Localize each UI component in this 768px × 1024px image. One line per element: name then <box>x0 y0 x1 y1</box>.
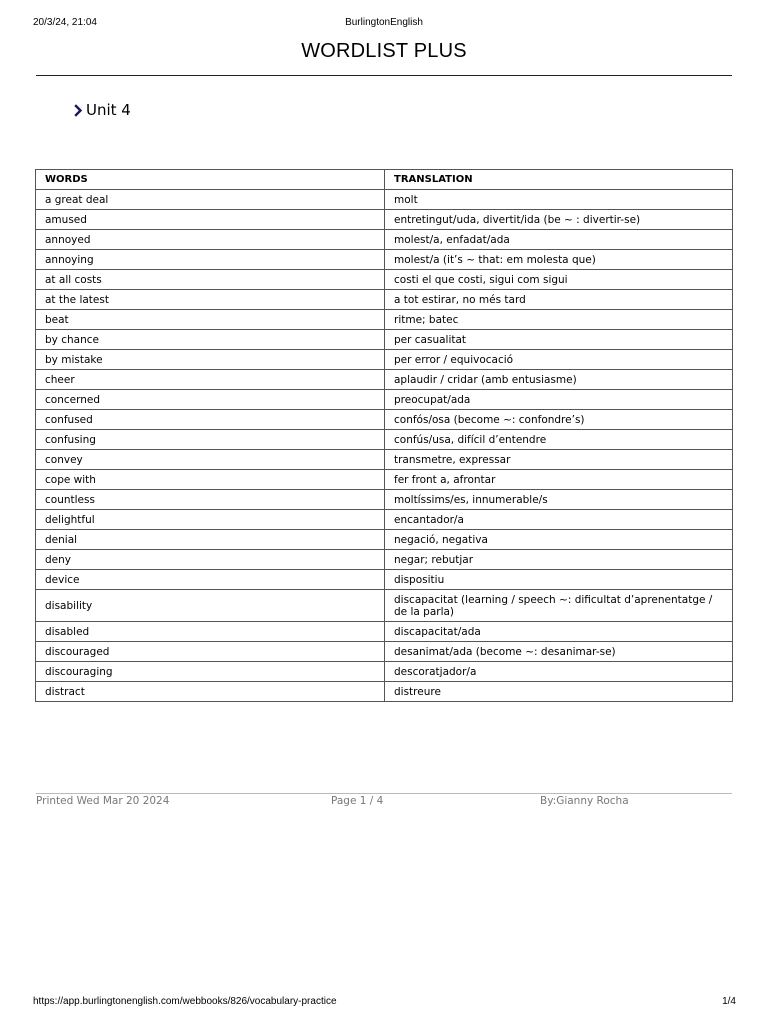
translation-cell: negació, negativa <box>385 530 733 550</box>
footer-divider <box>36 793 732 794</box>
table-row <box>36 622 733 642</box>
table-row <box>36 330 733 350</box>
table-body <box>36 190 733 702</box>
translation-cell: molest/a, enfadat/ada <box>385 230 733 250</box>
word-cell: distract <box>36 682 385 702</box>
word-cell: deny <box>36 550 385 570</box>
word-cell: confused <box>36 410 385 430</box>
print-datetime: 20/3/24, 21:04 <box>33 17 97 28</box>
translation-cell: molest/a (it’s ~ that: em molesta que) <box>385 250 733 270</box>
translation-cell: preocupat/ada <box>385 390 733 410</box>
word-cell: concerned <box>36 390 385 410</box>
table-row <box>36 450 733 470</box>
word-cell: disability <box>36 590 385 622</box>
translation-cell: desanimat/ada (become ~: desanimar-se) <box>385 642 733 662</box>
table-row <box>36 642 733 662</box>
translation-cell: transmetre, expressar <box>385 450 733 470</box>
table-row <box>36 270 733 290</box>
translation-cell: confós/osa (become ~: confondre’s) <box>385 410 733 430</box>
translation-cell: descoratjador/a <box>385 662 733 682</box>
translation-cell: encantador/a <box>385 510 733 530</box>
word-cell: discouraging <box>36 662 385 682</box>
word-cell: confusing <box>36 430 385 450</box>
table-row <box>36 570 733 590</box>
page-indicator: Page 1 / 4 <box>331 795 384 807</box>
word-cell: device <box>36 570 385 590</box>
table-row <box>36 590 733 622</box>
word-cell: a great deal <box>36 190 385 210</box>
print-site-title: BurlingtonEnglish <box>345 17 423 28</box>
translation-cell: entretingut/uda, divertit/ida (be ~ : divertir-se) <box>385 210 733 230</box>
translation-cell: discapacitat/ada <box>385 622 733 642</box>
column-header-translation: TRANSLATION <box>385 170 733 190</box>
table-row <box>36 490 733 510</box>
translation-cell: negar; rebutjar <box>385 550 733 570</box>
table-row <box>36 250 733 270</box>
table-row <box>36 550 733 570</box>
wordlist-table <box>35 169 733 702</box>
translation-cell: per error / equivocació <box>385 350 733 370</box>
table-row <box>36 662 733 682</box>
title-divider <box>36 75 732 76</box>
column-header-words: WORDS <box>36 170 385 190</box>
table-row <box>36 510 733 530</box>
table-row <box>36 682 733 702</box>
word-cell: disabled <box>36 622 385 642</box>
table-row <box>36 430 733 450</box>
translation-cell: confús/usa, difícil d’entendre <box>385 430 733 450</box>
translation-cell: aplaudir / cridar (amb entusiasme) <box>385 370 733 390</box>
translation-cell: discapacitat (learning / speech ~: dificultat d’aprenentatge / de la parla) <box>385 590 733 622</box>
table-row <box>36 210 733 230</box>
table-header-row <box>36 170 733 190</box>
table-row <box>36 190 733 210</box>
table-row <box>36 230 733 250</box>
word-cell: annoying <box>36 250 385 270</box>
word-cell: by mistake <box>36 350 385 370</box>
word-cell: countless <box>36 490 385 510</box>
printed-date: Printed Wed Mar 20 2024 <box>36 795 170 807</box>
word-cell: at all costs <box>36 270 385 290</box>
table-row <box>36 310 733 330</box>
page-title: WORDLIST PLUS <box>301 40 467 62</box>
word-cell: beat <box>36 310 385 330</box>
print-page-count: 1/4 <box>722 996 736 1007</box>
table-row <box>36 390 733 410</box>
translation-cell: fer front a, afrontar <box>385 470 733 490</box>
word-cell: amused <box>36 210 385 230</box>
table-row <box>36 290 733 310</box>
author-name: By:Gianny Rocha <box>540 795 629 807</box>
word-cell: cope with <box>36 470 385 490</box>
translation-cell: dispositiu <box>385 570 733 590</box>
word-cell: delightful <box>36 510 385 530</box>
table-row <box>36 530 733 550</box>
translation-cell: costi el que costi, sigui com sigui <box>385 270 733 290</box>
translation-cell: distreure <box>385 682 733 702</box>
unit-heading[interactable] <box>73 101 131 119</box>
table-row <box>36 470 733 490</box>
word-cell: cheer <box>36 370 385 390</box>
table-row <box>36 350 733 370</box>
translation-cell: ritme; batec <box>385 310 733 330</box>
word-cell: denial <box>36 530 385 550</box>
word-cell: convey <box>36 450 385 470</box>
unit-label: Unit 4 <box>86 101 131 119</box>
print-url: https://app.burlingtonenglish.com/webbooks/826/vocabulary-practice <box>33 996 337 1007</box>
word-cell: at the latest <box>36 290 385 310</box>
translation-cell: a tot estirar, no més tard <box>385 290 733 310</box>
chevron-right-icon <box>73 102 84 118</box>
translation-cell: moltíssims/es, innumerable/s <box>385 490 733 510</box>
translation-cell: molt <box>385 190 733 210</box>
word-cell: by chance <box>36 330 385 350</box>
word-cell: discouraged <box>36 642 385 662</box>
translation-cell: per casualitat <box>385 330 733 350</box>
table-row <box>36 370 733 390</box>
table-row <box>36 410 733 430</box>
word-cell: annoyed <box>36 230 385 250</box>
